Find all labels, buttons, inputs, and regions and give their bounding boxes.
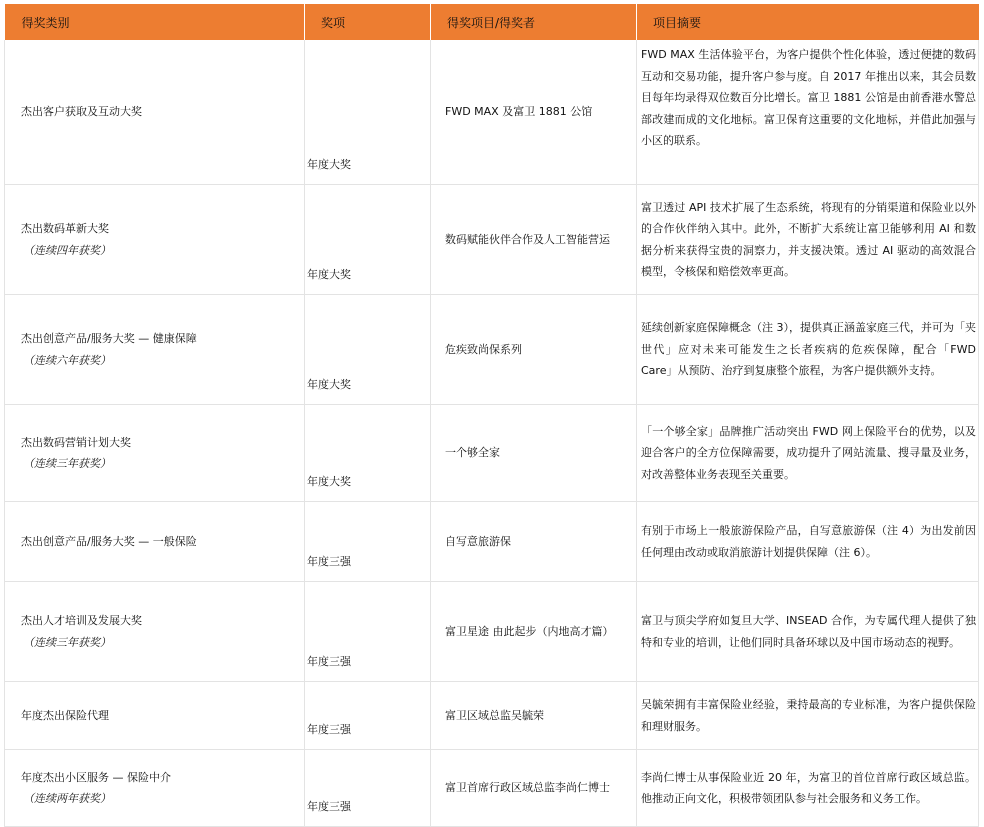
category-title: 杰出数码营销计划大奖 bbox=[21, 435, 131, 449]
header-summary: 项目摘要 bbox=[637, 4, 979, 40]
header-project: 得奖项目/得奖者 bbox=[431, 4, 637, 40]
table-row bbox=[5, 40, 979, 185]
category-title: 杰出人才培训及发展大奖 bbox=[21, 614, 142, 627]
award-cell: 年度三强 bbox=[305, 502, 431, 582]
category-cell bbox=[5, 582, 305, 682]
category-subtitle: （连续两年获奖） bbox=[23, 792, 111, 805]
project-cell: 富卫首席行政区域总监李尚仁博士 bbox=[431, 750, 637, 827]
category-cell bbox=[5, 682, 305, 750]
project-cell: 一个够全家 bbox=[431, 405, 637, 502]
table-row bbox=[5, 750, 979, 827]
category-cell bbox=[5, 185, 305, 295]
summary-cell: 有别于市场上一般旅游保险产品，自写意旅游保（注 4）为出发前因任何理由改动或取消旅游计划提供保障（注 6）。 bbox=[637, 502, 979, 582]
award-cell: 年度大奖 bbox=[305, 295, 431, 405]
table-row bbox=[5, 185, 979, 295]
category-cell bbox=[5, 750, 305, 827]
award-cell: 年度大奖 bbox=[305, 40, 431, 185]
summary-cell: 富卫透过 API 技术扩展了生态系统，将现有的分销渠道和保险业以外的合作伙伴纳入其中。此外，不断扩大系统让富卫能够利用 AI 和数据分析来获得宝贵的洞察力，并支援决策。透过 AI 驱动的高效混合模型，令核保和赔偿效率更高。 bbox=[637, 185, 979, 295]
category-cell bbox=[5, 405, 305, 502]
category-title: 年度杰出小区服务 — 保险中介 bbox=[21, 770, 171, 784]
category-title: 年度杰出保险代理 bbox=[21, 708, 109, 722]
project-cell: 数码赋能伙伴合作及人工智能营运 bbox=[431, 185, 637, 295]
project-cell: 自写意旅游保 bbox=[431, 502, 637, 582]
award-cell: 年度三强 bbox=[305, 750, 431, 827]
category-title: 杰出客户获取及互动大奖 bbox=[21, 105, 142, 119]
category-cell bbox=[5, 40, 305, 185]
category-title: 杰出数码革新大奖 bbox=[21, 222, 109, 235]
category-subtitle: （连续三年获奖） bbox=[23, 635, 111, 649]
category-subtitle: （连续三年获奖） bbox=[23, 457, 111, 470]
award-cell: 年度大奖 bbox=[305, 185, 431, 295]
awards-table bbox=[4, 4, 979, 827]
table-row bbox=[5, 682, 979, 750]
award-cell: 年度三强 bbox=[305, 682, 431, 750]
table-row bbox=[5, 502, 979, 582]
header-category: 得奖类别 bbox=[5, 4, 305, 40]
category-title: 杰出创意产品/服务大奖 — 健康保障 bbox=[21, 332, 197, 345]
summary-cell: 「一个够全家」品牌推广活动突出 FWD 网上保险平台的优势，以及迎合客户的全方位保障需要，成功提升了网站流量、搜寻量及业务，对改善整体业务表现至关重要。 bbox=[637, 405, 979, 502]
summary-cell: 延续创新家庭保障概念（注 3），提供真正涵盖家庭三代，并可为「夹世代」应对未来可能发生之长者疾病的危疾保障，配合「FWD Care」从预防、治疗到复康整个旅程，为客户提供额外支持。 bbox=[637, 295, 979, 405]
table-row bbox=[5, 582, 979, 682]
summary-cell: 富卫与顶尖学府如复旦大学、INSEAD 合作，为专属代理人提供了独特和专业的培训，让他们同时具备环球以及中国市场动态的视野。 bbox=[637, 582, 979, 682]
project-cell: 富卫星途 由此起步（内地高才篇） bbox=[431, 582, 637, 682]
table-row bbox=[5, 405, 979, 502]
project-cell: 富卫区域总监吴毓荣 bbox=[431, 682, 637, 750]
project-cell: FWD MAX 及富卫 1881 公馆 bbox=[431, 40, 637, 185]
header-award: 奖项 bbox=[305, 4, 431, 40]
category-subtitle: （连续六年获奖） bbox=[23, 353, 111, 367]
summary-cell: 吴毓荣拥有丰富保险业经验，秉持最高的专业标准，为客户提供保险和理财服务。 bbox=[637, 682, 979, 750]
award-cell: 年度大奖 bbox=[305, 405, 431, 502]
summary-cell: FWD MAX 生活体验平台，为客户提供个性化体验，透过便捷的数码互动和交易功能，提升客户参与度。自 2017 年推出以来，其会员数目每年均录得双位数百分比增长。富卫 1881 公馆是由前香港水警总部改建而成的文化地标。富卫保育这重要的文化地标，并借此加强与小区的联系。 bbox=[637, 40, 979, 185]
category-cell bbox=[5, 502, 305, 582]
award-cell: 年度三强 bbox=[305, 582, 431, 682]
table-row bbox=[5, 295, 979, 405]
category-title: 杰出创意产品/服务大奖 — 一般保险 bbox=[21, 534, 197, 548]
category-subtitle: （连续四年获奖） bbox=[23, 243, 111, 257]
summary-cell: 李尚仁博士从事保险业近 20 年，为富卫的首位首席行政区域总监。他推动正向文化，积极带领团队参与社会服务和义务工作。 bbox=[637, 750, 979, 827]
table-header-row bbox=[5, 4, 979, 40]
project-cell: 危疾致尚保系列 bbox=[431, 295, 637, 405]
category-cell bbox=[5, 295, 305, 405]
